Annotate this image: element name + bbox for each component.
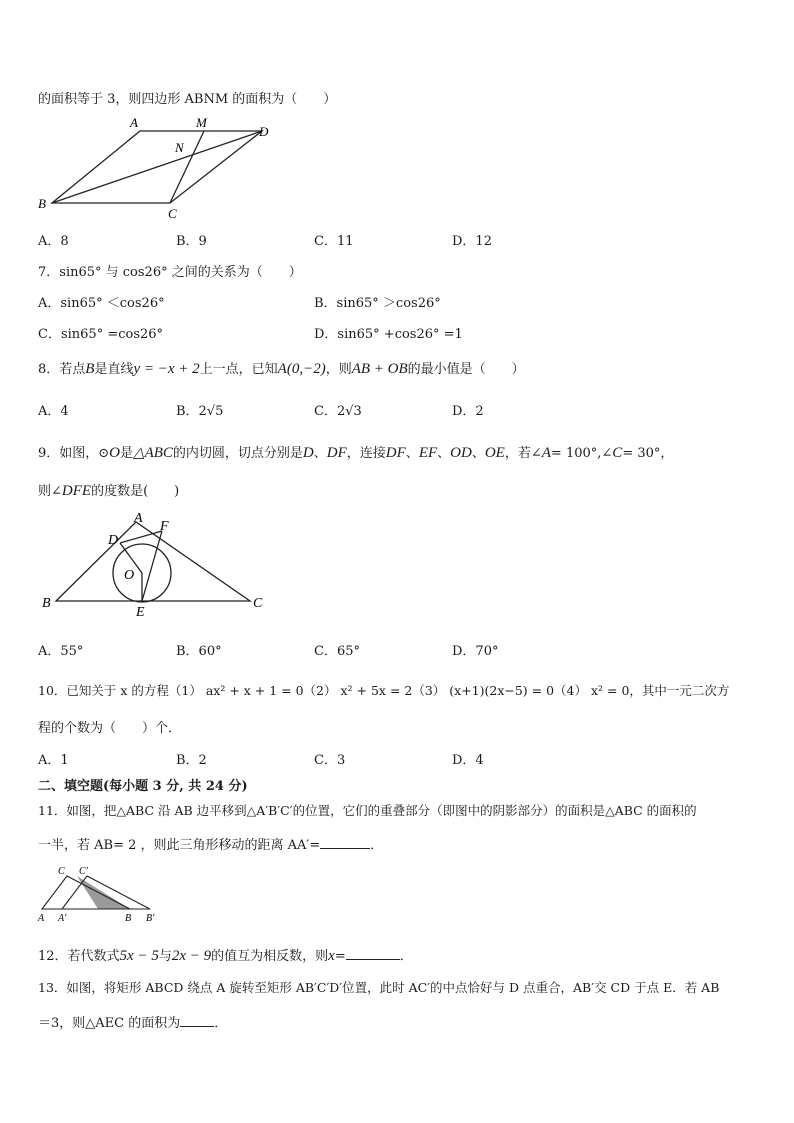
- label-d: D: [259, 124, 269, 139]
- label-d: D: [108, 533, 119, 548]
- q9-stem-line2: 则∠DFE的度数是( ): [38, 483, 180, 499]
- label-e: E: [136, 605, 145, 620]
- q6-option-b[interactable]: B．9: [176, 234, 207, 249]
- q7-option-c[interactable]: C．sin65° =cos26°: [38, 327, 164, 342]
- q6-option-c[interactable]: C．11: [314, 234, 354, 249]
- q13-answer-blank[interactable]: [180, 1026, 214, 1027]
- label-a: A: [38, 913, 45, 924]
- q6-stem: 的面积等于 3，则四边形 ABNM 的面积为（ ）: [38, 92, 337, 107]
- label-c: C: [253, 596, 263, 611]
- label-n: N: [175, 140, 184, 155]
- q8-stem: 8．若点B是直线y = −x + 2上一点，已知A(0,−2)，则AB + OB的最小值是（ ）: [38, 361, 525, 377]
- q13-stem-line2: ＝3，则△AEC 的面积为 ．: [38, 1016, 228, 1031]
- label-b-prime: B′: [146, 913, 155, 924]
- q8-option-d[interactable]: D．2: [452, 404, 484, 419]
- q11-translation-figure: [34, 862, 164, 926]
- label-a-prime: A′: [58, 913, 67, 924]
- overlap-shaded-region: [77, 876, 130, 909]
- q7-option-d[interactable]: D．sin65° +cos26° =1: [314, 327, 463, 342]
- q10-option-d[interactable]: D．4: [452, 753, 484, 768]
- q6-option-a[interactable]: A．8: [38, 234, 69, 249]
- label-o: O: [124, 568, 135, 583]
- label-b: B: [125, 913, 132, 924]
- label-a: A: [134, 511, 143, 526]
- q10-stem-line2: 程的个数为（ ）个．: [38, 721, 182, 736]
- q9-option-c[interactable]: C．65°: [314, 644, 360, 659]
- q8-option-c[interactable]: C．2√3: [314, 404, 362, 419]
- q13-stem: 13．如图，将矩形 ABCD 绕点 A 旋转至矩形 AB′C′D′位置，此时 AC′的中点恰好与 D 点重合，AB′交 CD 于点 E．若 AB: [38, 980, 720, 995]
- label-b: B: [42, 596, 51, 611]
- segment-fe: [142, 531, 162, 601]
- label-c: C: [168, 206, 177, 221]
- q9-stem: 9．如图，⊙O是△ABC的内切圆，切点分别是D、DF，连接DF、EF、OD、OE，若∠A= 100°,∠C= 30°，: [38, 445, 674, 461]
- q10-stem: 10．已知关于 x 的方程（1） ax² + x + 1 = 0（2） x² + 5x = 2（3） (x+1)(2x−5) = 0（4） x² = 0，其中一元二次方: [38, 683, 730, 698]
- q6-parallelogram-figure: [30, 112, 290, 222]
- q9-option-d[interactable]: D．70°: [452, 644, 499, 659]
- q10-option-c[interactable]: C．3: [314, 753, 346, 768]
- q7-stem: 7．sin65° 与 cos26° 之间的关系为（ ）: [38, 265, 302, 280]
- label-f: F: [160, 519, 169, 534]
- q11-stem-line2: 一半，若 AB= 2 ，则此三角形移动的距离 AA′= ．: [38, 838, 384, 853]
- q12-stem: 12．若代数式5x − 5与2x − 9的值互为相反数，则x= ．: [38, 948, 413, 964]
- q7-option-b[interactable]: B．sin65° ＞cos26°: [314, 296, 441, 311]
- q6-option-d[interactable]: D．12: [452, 234, 492, 249]
- segment-df: [120, 531, 162, 543]
- q7-option-a[interactable]: A．sin65° ＜cos26°: [38, 296, 165, 311]
- q12-answer-blank[interactable]: [346, 959, 400, 960]
- label-c: C: [58, 866, 65, 877]
- q10-option-a[interactable]: A．1: [38, 753, 69, 768]
- q10-option-b[interactable]: B．2: [176, 753, 207, 768]
- label-m: M: [196, 115, 207, 130]
- q11-stem: 11．如图，把△ABC 沿 AB 边平移到△A′B′C′的位置，它们的重叠部分（即图中的阴影部分）的面积是△ABC 的面积的: [38, 803, 697, 818]
- q11-answer-blank[interactable]: [320, 848, 370, 849]
- diagonal-bd: [52, 131, 262, 203]
- q9-option-a[interactable]: A．55°: [38, 644, 84, 659]
- q8-option-b[interactable]: B．2√5: [176, 404, 224, 419]
- label-c-prime: C′: [79, 866, 88, 877]
- label-a: A: [130, 115, 138, 130]
- label-b: B: [38, 196, 46, 211]
- section-title-fill-in: 二、填空题(每小题 3 分, 共 24 分): [38, 779, 248, 794]
- q9-option-b[interactable]: B．60°: [176, 644, 222, 659]
- q8-option-a[interactable]: A．4: [38, 404, 69, 419]
- q9-incircle-figure: [36, 508, 276, 620]
